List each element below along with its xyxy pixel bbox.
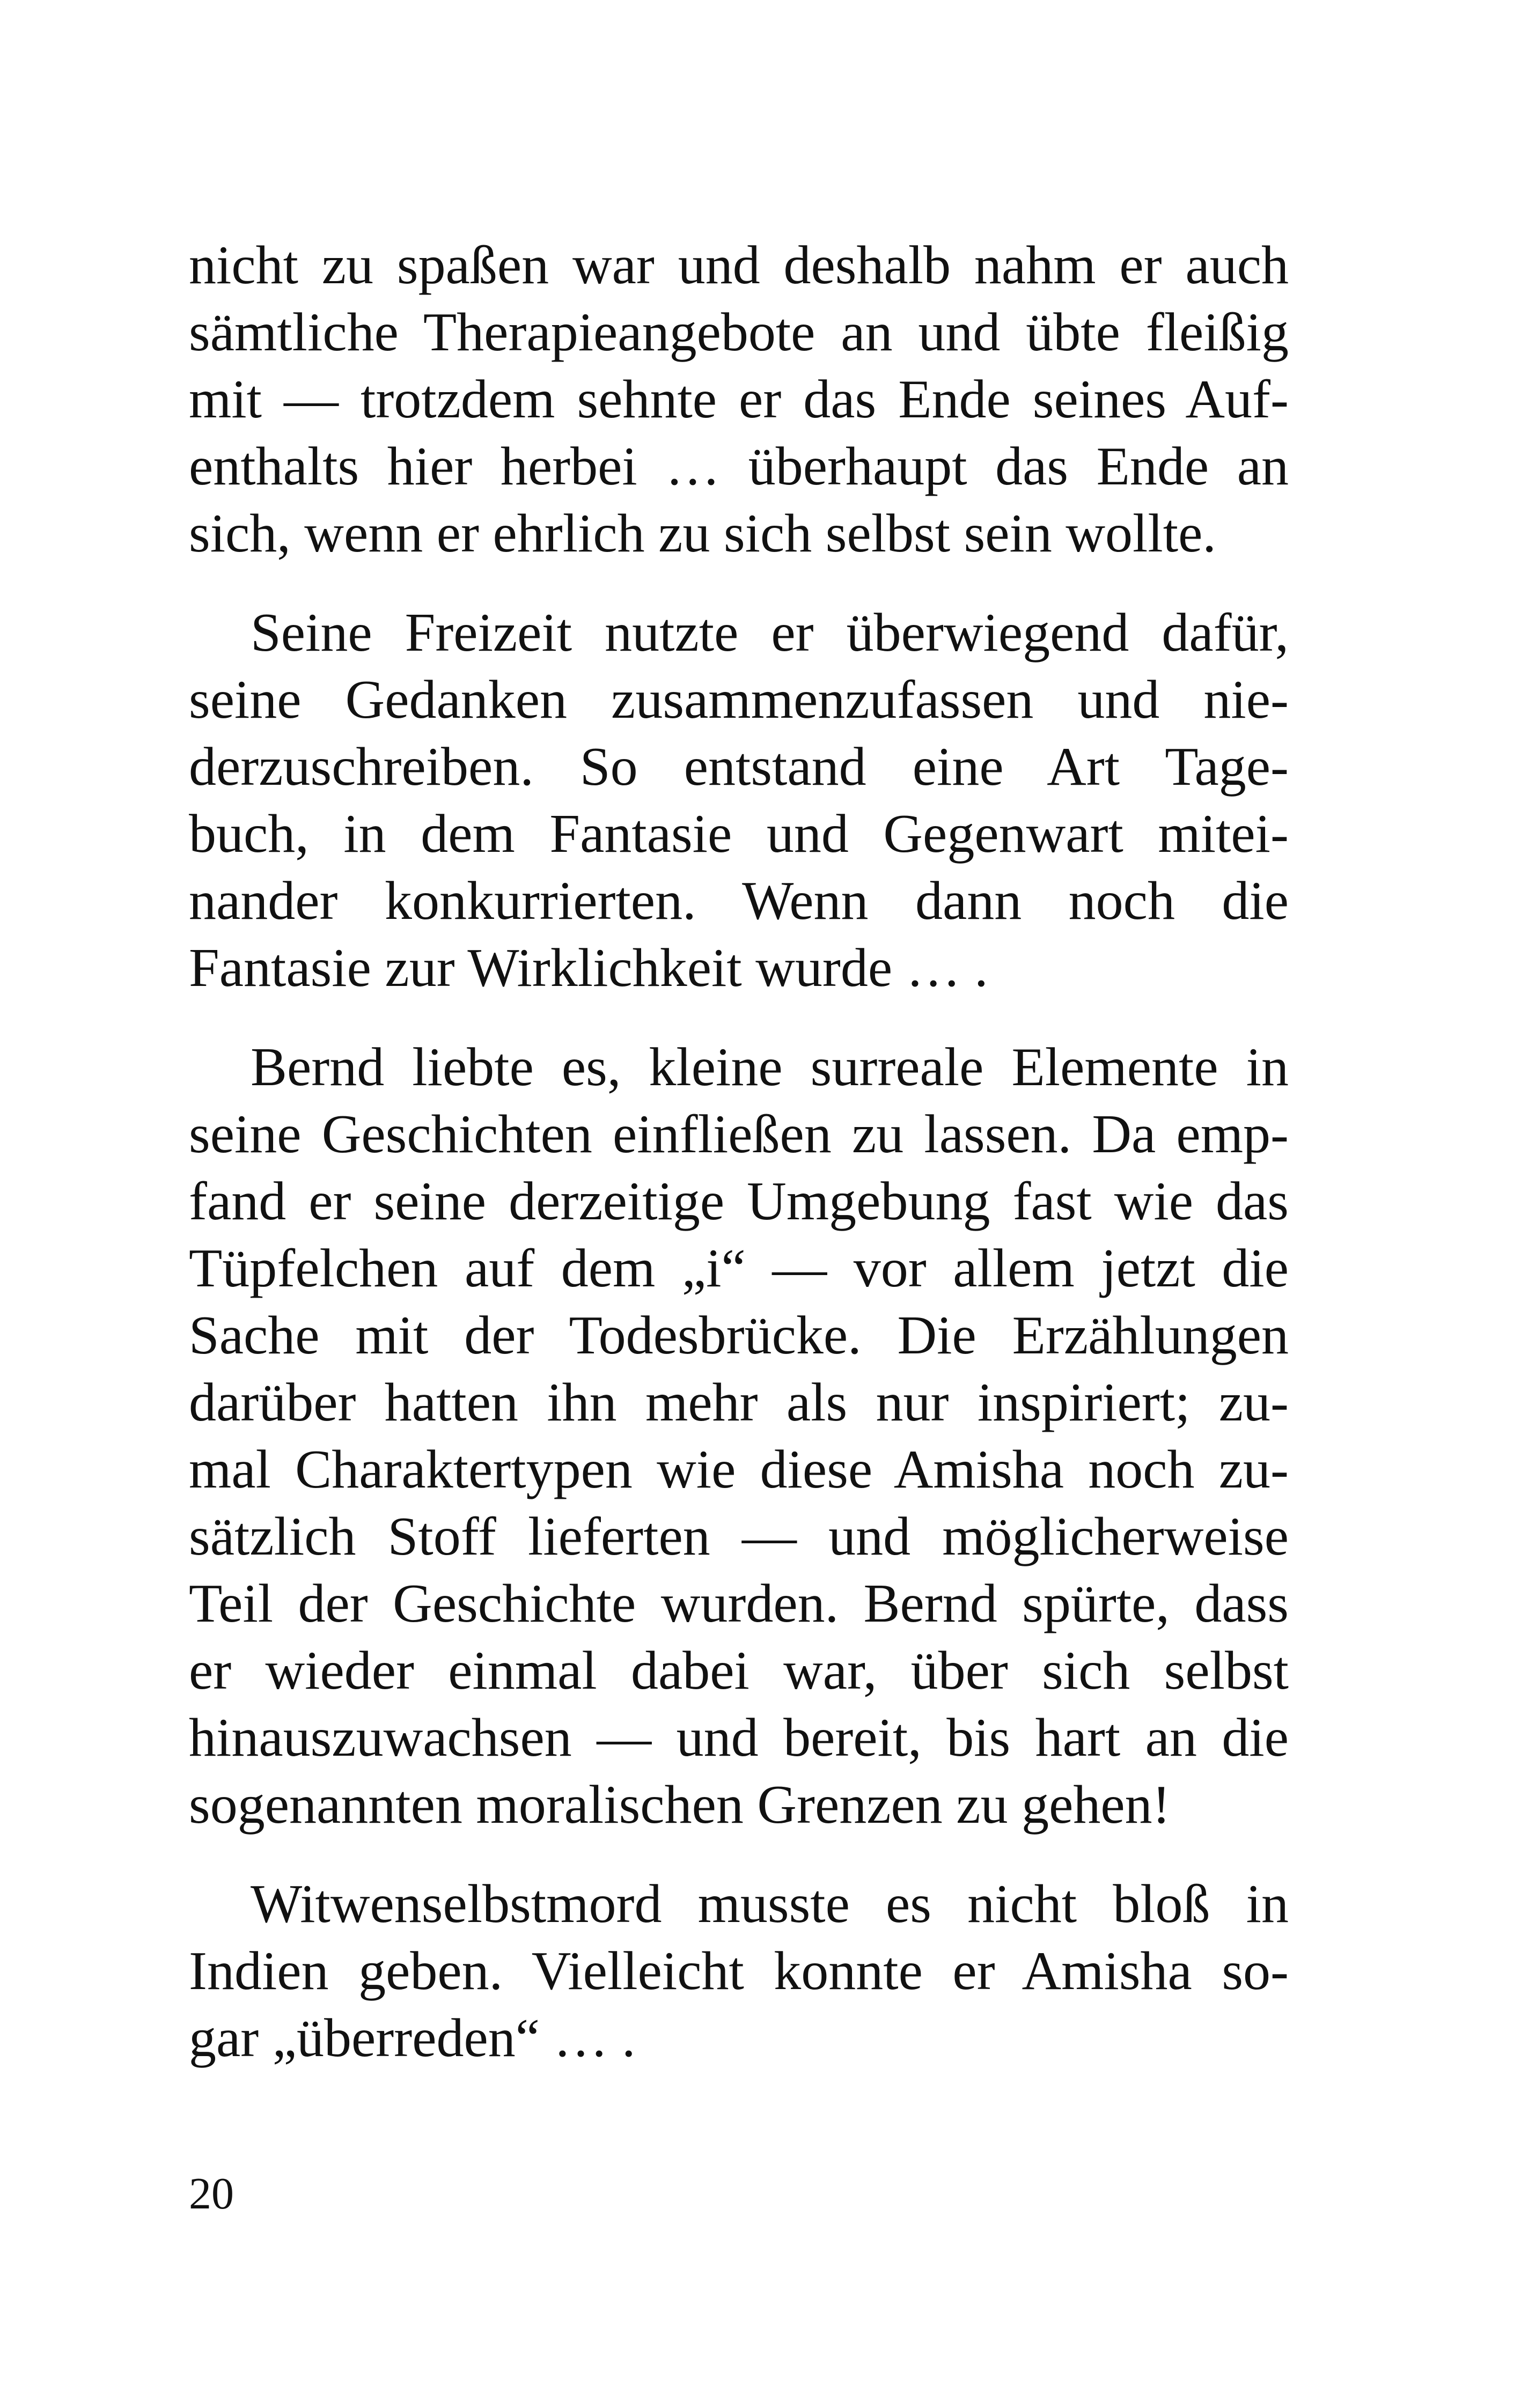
text-line: darüber hatten ihn mehr als nur inspiriert; zu- <box>189 1372 1289 1433</box>
text-line: mit — trotzdem sehnte er das Ende seines Auf- <box>189 369 1289 430</box>
page-number: 20 <box>189 2169 234 2219</box>
text-line: fand er seine derzeitige Umgebung fast wie das <box>189 1171 1289 1232</box>
text-line: Indien geben. Vielleicht konnte er Amisha so- <box>189 1941 1289 2001</box>
text-line: mal Charaktertypen wie diese Amisha noch zu- <box>189 1439 1289 1500</box>
text-line: sätzlich Stoff lieferten — und möglicherweise <box>189 1506 1289 1567</box>
paragraph-2 <box>189 599 1289 1002</box>
paragraph-1 <box>189 232 1289 567</box>
text-line: seine Gedanken zusammenzufassen und nie- <box>189 669 1289 730</box>
text-line: nander konkurrierten. Wenn dann noch die <box>189 871 1289 931</box>
text-line: Witwenselbstmord musste es nicht bloß in <box>251 1874 1289 1934</box>
text-line: hinauszuwachsen — und bereit, bis hart an die <box>189 1707 1289 1768</box>
text-line: Bernd liebte es, kleine surreale Elemente in <box>251 1037 1289 1098</box>
text-line: seine Geschichten einfließen zu lassen. Da emp- <box>189 1104 1289 1165</box>
text-line: Tüpfelchen auf dem „i“ — vor allem jetzt die <box>189 1238 1289 1299</box>
paragraph-4 <box>189 1871 1289 2072</box>
text-line: buch, in dem Fantasie und Gegenwart mitei- <box>189 804 1289 864</box>
body-text <box>189 232 1289 2072</box>
text-line: gar „überreden“ … . <box>189 2008 636 2068</box>
text-line: sogenannten moralischen Grenzen zu gehen! <box>189 1774 1171 1835</box>
text-line: Fantasie zur Wirklichkeit wurde … . <box>189 938 988 998</box>
paragraph-spacer <box>189 1002 1289 1034</box>
text-line: nicht zu spaßen war und deshalb nahm er auch <box>189 235 1289 296</box>
paragraph-spacer <box>189 1838 1289 1871</box>
text-line: Sache mit der Todesbrücke. Die Erzählungen <box>189 1305 1289 1366</box>
paragraph-spacer <box>189 567 1289 599</box>
text-line: sich, wenn er ehrlich zu sich selbst sein wollte. <box>189 503 1216 564</box>
text-line: sämtliche Therapieangebote an und übte fleißig <box>189 302 1289 363</box>
text-line: Seine Freizeit nutzte er überwiegend dafür, <box>251 602 1289 663</box>
text-line: enthalts hier herbei … überhaupt das Ende an <box>189 436 1289 497</box>
paragraph-3 <box>189 1034 1289 1838</box>
text-line: er wieder einmal dabei war, über sich selbst <box>189 1640 1289 1701</box>
text-line: derzuschreiben. So entstand eine Art Tage- <box>189 737 1289 797</box>
text-line: Teil der Geschichte wurden. Bernd spürte, dass <box>189 1573 1289 1634</box>
